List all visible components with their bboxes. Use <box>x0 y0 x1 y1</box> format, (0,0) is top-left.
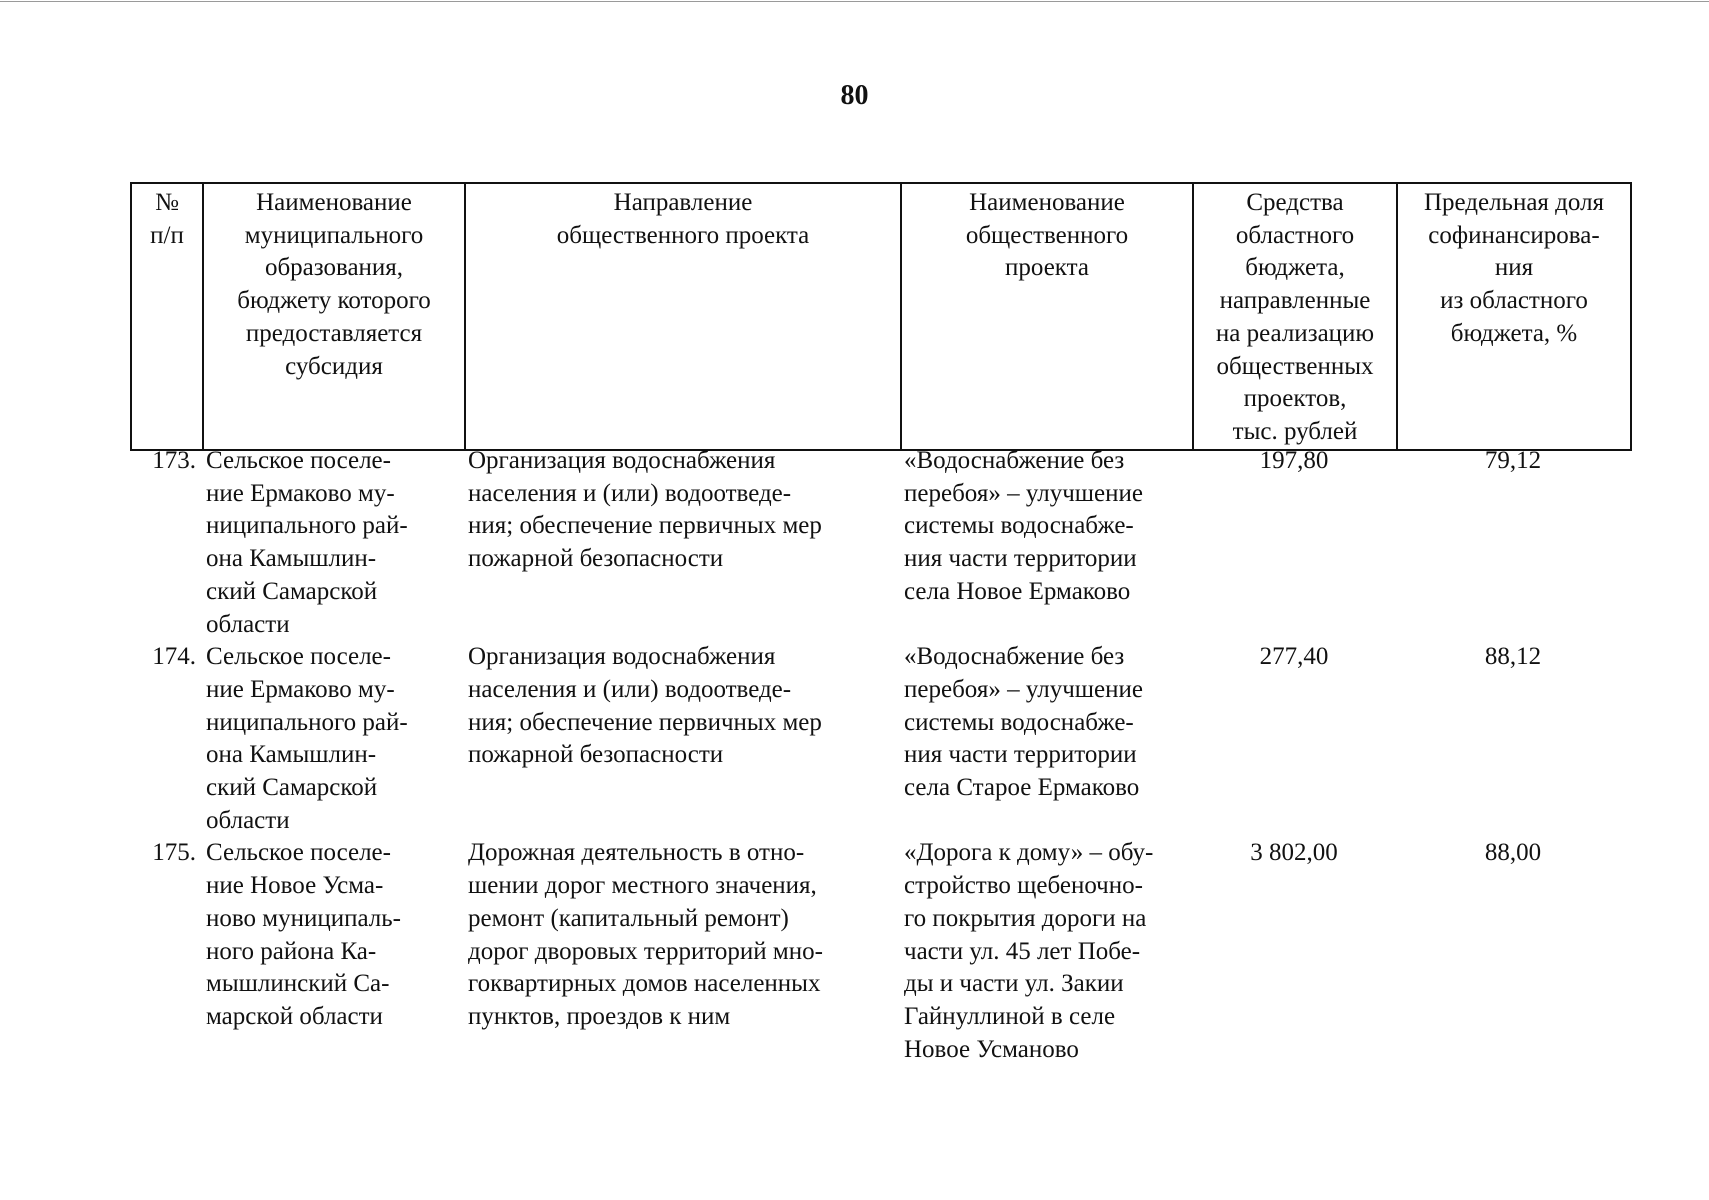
row-direction: Организация водоснабжения населения и (или) водоотведе- ния; обеспечение первичных мер пожарной безопасности <box>468 643 822 769</box>
row-number: 173. <box>152 447 196 474</box>
row-share: 88,12 <box>1484 643 1542 671</box>
row-municipality: Сельское поселе- ние Ермаково му- ниципального рай- она Камышлин- ский Самарской области <box>206 447 408 638</box>
table-row <box>130 445 1630 641</box>
row-number: 174. <box>152 643 196 671</box>
row-share: 88,00 <box>1484 839 1542 867</box>
header-funds: Средства областного бюджета, направленные на реализацию общественных проектов, тыс. рублей <box>1193 183 1397 450</box>
table-row <box>130 641 1630 837</box>
row-funds: 277,40 <box>1259 643 1329 671</box>
header-direction: Направление общественного проекта <box>465 183 901 450</box>
row-funds: 3 802,00 <box>1250 839 1338 867</box>
row-municipality: Сельское поселе- ние Ермаково му- ниципального рай- она Камышлин- ский Самарской области <box>206 643 408 834</box>
header-row <box>131 183 1631 450</box>
header-share: Предельная доля софинансирова- ния из областного бюджета, % <box>1397 183 1631 450</box>
row-direction: Организация водоснабжения населения и (или) водоотведе- ния; обеспечение первичных мер пожарной безопасности <box>468 447 822 573</box>
row-project-name: «Дорога к дому» – обу- стройство щебеночно- го покрытия дороги на части ул. 45 лет Побе- ды и части ул. Закии Гайнуллиной в селе Новое Усманово <box>904 839 1154 1063</box>
table-header <box>130 182 1632 451</box>
header-number: № п/п <box>131 183 203 450</box>
row-project-name: «Водоснабжение без перебоя» – улучшение системы водоснабже- ния части территории села Новое Ермаково <box>904 447 1143 605</box>
row-share: 79,12 <box>1484 447 1542 474</box>
row-municipality: Сельское поселе- ние Новое Усма- ново муниципаль- ного района Ка- мышлинский Са- марской области <box>206 839 401 1030</box>
header-project-name: Наименование общественного проекта <box>901 183 1193 450</box>
scan-top-edge <box>0 1 1709 2</box>
table-row <box>130 837 1630 1066</box>
table-body <box>130 445 1630 1066</box>
row-funds: 197,80 <box>1259 447 1329 474</box>
row-number: 175. <box>152 839 196 867</box>
row-direction: Дорожная деятельность в отно- шении дорог местного значения, ремонт (капитальный ремонт) дорог дворовых территорий мно- гоквартирных домов населенных пунктов, проездов к ним <box>468 839 823 1030</box>
page-number: 80 <box>840 80 869 111</box>
header-municipality: Наименование муниципального образования, бюджету которого предоставляется субсидия <box>203 183 465 450</box>
row-project-name: «Водоснабжение без перебоя» – улучшение системы водоснабже- ния части территории села Старое Ермаково <box>904 643 1143 802</box>
